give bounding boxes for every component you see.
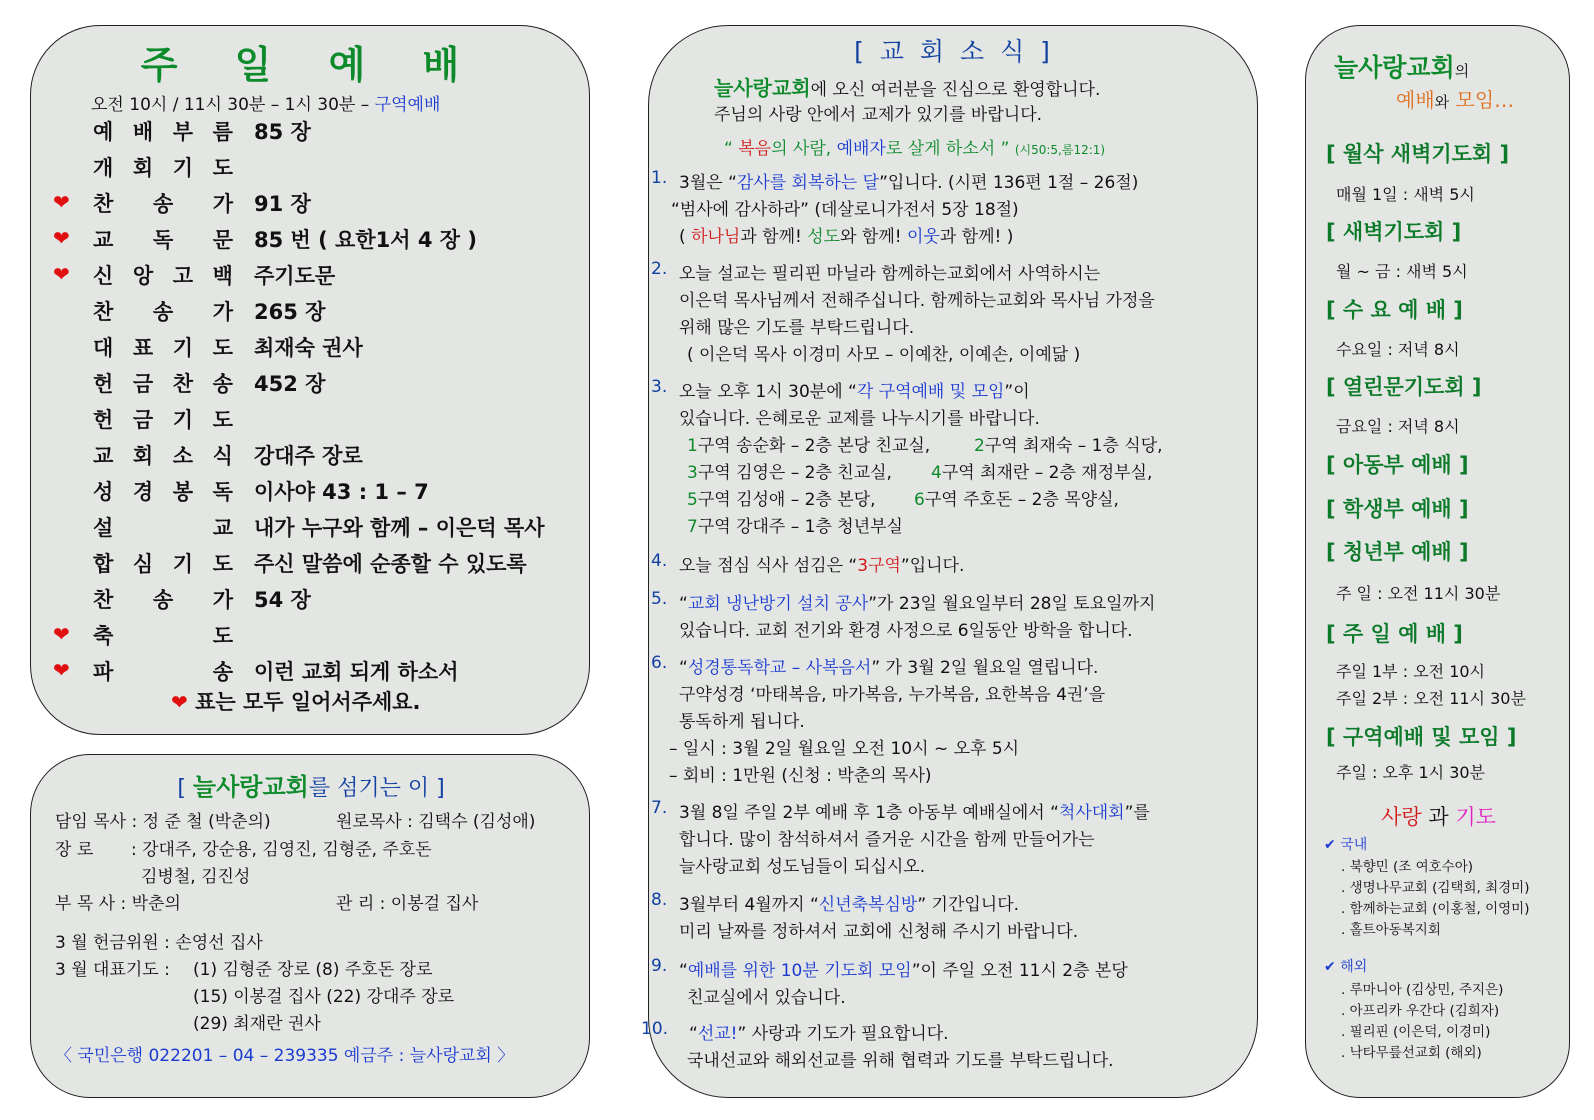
worship-row-label: 대 표 기 도	[93, 336, 233, 360]
meeting-head-5: [ 아동부 예배 ]	[1326, 453, 1469, 477]
news-num-5: 5.	[651, 589, 668, 609]
worship-row-label: 신 앙 고 백	[93, 264, 233, 288]
meeting-time-4: 금요일 : 저녁 8시	[1336, 417, 1460, 436]
worship-row-label: 교 회 소 식	[93, 444, 233, 468]
heart-icon: ❤	[53, 190, 70, 214]
bank-account: 〈 국민은행 022201 – 04 – 239335 예금주 : 늘사랑교회 〉	[55, 1046, 515, 1066]
meeting-time-7: 주 일 : 오전 11시 30분	[1336, 584, 1501, 603]
love-prayer-title: 사랑 과 기도	[1381, 805, 1496, 829]
worship-row-label: 헌 금 기 도	[93, 408, 233, 432]
worship-row-label: 찬 송 가	[93, 192, 233, 216]
overseas-2: . 아프리카 우간다 (김희자)	[1341, 1003, 1500, 1019]
worship-row	[31, 188, 591, 222]
welcome-line: 늘사랑교회에 오신 여러분을 진심으로 환영합니다.	[714, 76, 1101, 100]
meeting-time-3: 수요일 : 저녁 8시	[1336, 340, 1460, 359]
associate-pastor: 부 목 사 : 박춘의	[55, 894, 181, 914]
group-6: 6구역 주호돈 – 2층 목양실,	[914, 490, 1119, 510]
heart-icon: ❤	[171, 690, 188, 714]
news-num-7: 7.	[651, 798, 668, 818]
news-item-6-fee: – 회비 : 1만원 (신청 : 박춘의 목사)	[669, 766, 932, 786]
news-item-1: 3월은 “감사를 회복하는 달”입니다. (시편 136편 1절 – 26절)	[679, 173, 1139, 193]
check-icon: ✔	[1324, 959, 1336, 975]
news-item-5: “교회 냉난방기 설치 공사”가 23일 월요일부터 28일 토요일까지	[679, 594, 1156, 614]
news-item-6-date: – 일시 : 3월 2일 월요일 오전 10시 ~ 오후 5시	[669, 739, 1020, 759]
worship-row	[31, 404, 591, 438]
prayer-line-2: (15) 이봉걸 집사 (22) 강대주 장로	[193, 987, 455, 1007]
pastor: 담임 목사 : 정 준 철 (박춘의)	[55, 812, 271, 832]
worship-row-label: 찬 송 가	[93, 300, 233, 324]
meeting-time-8b: 주일 2부 : 오전 11시 30분	[1336, 689, 1526, 708]
news-item-3-line-2: 있습니다. 은혜로운 교제를 나누시기를 바랍니다.	[679, 409, 1040, 429]
news-item-5-line-2: 있습니다. 교회 전기와 환경 사정으로 6일동안 방학을 합니다.	[679, 621, 1133, 641]
news-item-2-line-3: 위해 많은 기도를 부탁드립니다.	[679, 318, 915, 338]
news-item-3: 오늘 오후 1시 30분에 “각 구역예배 및 모임”이	[679, 382, 1030, 402]
group-1: 1구역 송순화 – 2층 본당 친교실,	[687, 436, 931, 456]
worship-row-label: 설 교	[93, 516, 233, 540]
worship-row	[31, 620, 591, 654]
meeting-head-2: [ 새벽기도회 ]	[1326, 220, 1462, 244]
worship-row	[31, 584, 591, 618]
worship-row-label: 예 배 부 름	[93, 120, 233, 144]
news-item-6-line-3: 통독하게 됩니다.	[679, 712, 805, 732]
meeting-head-8: [ 주 일 예 배 ]	[1326, 622, 1463, 646]
worship-row-label: 개 회 기 도	[93, 156, 233, 180]
meeting-head-6: [ 학생부 예배 ]	[1326, 497, 1469, 521]
worship-row-label: 헌 금 찬 송	[93, 372, 233, 396]
worship-row	[31, 296, 591, 330]
news-num-4: 4.	[651, 551, 668, 571]
group-3: 3구역 김영은 – 2층 친교실,	[687, 463, 892, 483]
worship-row-value: 91 장	[254, 192, 311, 216]
manager: 관 리 : 이봉걸 집사	[336, 894, 479, 914]
news-item-7-line-2: 합니다. 많이 참석하셔서 즐거운 시간을 함께 만들어가는	[679, 830, 1095, 850]
offering-committee: 3 월 헌금위원 : 손영선 집사	[55, 933, 263, 953]
worship-row-value: 주신 말씀에 순종할 수 있도록	[254, 552, 527, 576]
news-num-10: 10.	[641, 1019, 669, 1039]
domestic-2: . 생명나무교회 (김택희, 최경미)	[1341, 880, 1530, 896]
servants-title: [ 늘사랑교회를 섬기는 이 ]	[177, 773, 445, 801]
overseas-4: . 낙타무릎선교회 (해외)	[1341, 1045, 1482, 1061]
news-num-6: 6.	[651, 653, 668, 673]
worship-order-panel	[30, 25, 590, 735]
meeting-head-4: [ 열린문기도회 ]	[1326, 375, 1482, 399]
news-item-6: “성경통독학교 – 사복음서” 가 3월 2일 월요일 열립니다.	[679, 658, 1099, 678]
check-icon: ✔	[1324, 837, 1336, 853]
meeting-head-9: [ 구역예배 및 모임 ]	[1326, 725, 1517, 749]
worship-row	[31, 368, 591, 402]
elders-2: 김병철, 김진성	[141, 867, 251, 887]
worship-time: 오전 10시 / 11시 30분 – 1시 30분 – 구역예배	[91, 95, 441, 115]
domestic-4: . 홀트아동복지회	[1341, 922, 1441, 938]
group-4: 4구역 최재란 – 2층 재정부실,	[931, 463, 1153, 483]
news-item-9-line-2: 친교실에서 있습니다.	[687, 988, 846, 1008]
overseas-heading: ✔ 해외	[1324, 959, 1368, 975]
worship-row-label: 축 도	[93, 624, 233, 648]
worship-note: ❤ 표는 모두 일어서주세요.	[171, 690, 421, 714]
worship-row	[31, 116, 591, 150]
worship-row	[31, 152, 591, 186]
prayer-label: 3 월 대표기도 :	[55, 960, 170, 980]
domestic-1: . 북향민 (조 여호수아)	[1341, 859, 1474, 875]
welcome-line-2: 주님의 사랑 안에서 교제가 있기를 바랍니다.	[714, 105, 1043, 125]
worship-row-value: 이사야 43 : 1 – 7	[254, 480, 429, 504]
news-item-10-line-2: 국내선교와 해외선교를 위해 협력과 기도를 부탁드립니다.	[687, 1051, 1114, 1071]
heart-icon: ❤	[53, 226, 70, 250]
worship-row-value: 주기도문	[254, 264, 336, 288]
meeting-time-1: 매월 1일 : 새벽 5시	[1336, 185, 1475, 204]
motto: “ 복음의 사람, 예배자로 살게 하소서 ” (시50:5,롬12:1)	[724, 139, 1106, 159]
prayer-line-1: (1) 김형준 장로 (8) 주호돈 장로	[193, 960, 433, 980]
news-num-2: 2.	[651, 259, 668, 279]
worship-row	[31, 224, 591, 258]
group-2: 2구역 최재숙 – 1층 식당,	[974, 436, 1163, 456]
worship-row-value: 265 장	[254, 300, 326, 324]
overseas-3: . 필리핀 (이은덕, 이경미)	[1341, 1024, 1491, 1040]
elders-label: 장 로	[55, 840, 94, 860]
worship-row	[31, 656, 591, 690]
news-item-2-line-2: 이은덕 목사님께서 전해주십니다. 함께하는교회와 목사님 가정을	[679, 291, 1155, 311]
worship-row-label: 교 독 문	[93, 228, 233, 252]
prayer-line-3: (29) 최재란 권사	[193, 1014, 321, 1034]
news-item-4: 오늘 점심 식사 섬김은 “3구역”입니다.	[679, 556, 965, 576]
news-item-8-line-2: 미리 날짜를 정하셔서 교회에 신청해 주시기 바랍니다.	[679, 922, 1079, 942]
meetings-title: 늘사랑교회의	[1334, 53, 1470, 82]
worship-row-value: 내가 누구와 함께 – 이은덕 목사	[254, 516, 545, 540]
worship-row-label: 합 심 기 도	[93, 552, 233, 576]
news-title: [ 교 회 소 식 ]	[854, 37, 1054, 66]
meeting-time-9: 주일 : 오후 1시 30분	[1336, 763, 1486, 782]
news-num-1: 1.	[651, 168, 668, 188]
news-num-3: 3.	[651, 377, 668, 397]
news-item-1-verse: “범사에 감사하라” (데살로니가전서 5장 18절)	[671, 200, 1019, 220]
news-item-8: 3월부터 4월까지 “신년축복심방” 기간입니다.	[679, 895, 1020, 915]
domestic-3: . 함께하는교회 (이홍철, 이영미)	[1341, 901, 1530, 917]
worship-row-value: 452 장	[254, 372, 326, 396]
worship-row-value: 85 번 ( 요한1서 4 장 )	[254, 228, 477, 252]
worship-row-value: 이런 교회 되게 하소서	[254, 660, 459, 684]
worship-row	[31, 548, 591, 582]
worship-row-value: 최재숙 권사	[254, 336, 363, 360]
news-item-9: “예배를 위한 10분 기도회 모임”이 주일 오전 11시 2층 본당	[679, 961, 1128, 981]
domestic-heading: ✔ 국내	[1324, 837, 1368, 853]
meetings-subtitle: 예배와 모임…	[1396, 88, 1515, 112]
worship-row	[31, 476, 591, 510]
worship-row	[31, 440, 591, 474]
meeting-head-3: [ 수 요 예 배 ]	[1326, 298, 1463, 322]
elders: : 강대주, 강순용, 김영진, 김형준, 주호돈	[131, 840, 432, 860]
group-5: 5구역 김성애 – 2층 본당,	[687, 490, 876, 510]
servants-panel	[30, 754, 590, 1098]
worship-row-label: 찬 송 가	[93, 588, 233, 612]
meeting-head-7: [ 청년부 예배 ]	[1326, 540, 1469, 564]
worship-row-value: 54 장	[254, 588, 311, 612]
heart-icon: ❤	[53, 658, 70, 682]
news-item-10: “선교!” 사랑과 기도가 필요합니다.	[689, 1024, 949, 1044]
news-item-6-line-2: 구약성경 ‘마태복음, 마가복음, 누가복음, 요한복음 4권’을	[679, 685, 1106, 705]
meetings-panel	[1305, 25, 1570, 1098]
worship-row	[31, 260, 591, 294]
meeting-time-2: 월 ~ 금 : 새벽 5시	[1336, 262, 1468, 281]
overseas-1: . 루마니아 (김상민, 주지은)	[1341, 982, 1504, 998]
meeting-time-8a: 주일 1부 : 오전 10시	[1336, 662, 1486, 681]
news-item-1-together: ( 하나님과 함께! 성도와 함께! 이웃과 함께! )	[679, 227, 1014, 247]
worship-row	[31, 332, 591, 366]
worship-row-label: 파 송	[93, 660, 233, 684]
worship-row-label: 성 경 봉 독	[93, 480, 233, 504]
worship-row-value: 강대주 장로	[254, 444, 363, 468]
news-num-8: 8.	[651, 890, 668, 910]
worship-row-value: 85 장	[254, 120, 311, 144]
news-item-7-line-3: 늘사랑교회 성도님들이 되십시오.	[679, 857, 926, 877]
elder-pastor: 원로목사 : 김택수 (김성애)	[336, 812, 536, 832]
news-item-2-line-4: ( 이은덕 목사 이경미 사모 – 이예찬, 이예손, 이예닮 )	[687, 345, 1081, 365]
church-news-panel	[641, 25, 1258, 1098]
news-num-9: 9.	[651, 956, 668, 976]
worship-row	[31, 512, 591, 546]
heart-icon: ❤	[53, 622, 70, 646]
worship-title: 주 일 예 배	[140, 43, 482, 87]
news-item-7: 3월 8일 주일 2부 예배 후 1층 아동부 예배실에서 “척사대회”를	[679, 803, 1150, 823]
news-item-2: 오늘 설교는 필리핀 마닐라 함께하는교회에서 사역하시는	[679, 264, 1101, 284]
meeting-head-1: [ 월삭 새벽기도회 ]	[1326, 142, 1510, 166]
heart-icon: ❤	[53, 262, 70, 286]
group-7: 7구역 강대주 – 1층 청년부실	[687, 517, 903, 537]
